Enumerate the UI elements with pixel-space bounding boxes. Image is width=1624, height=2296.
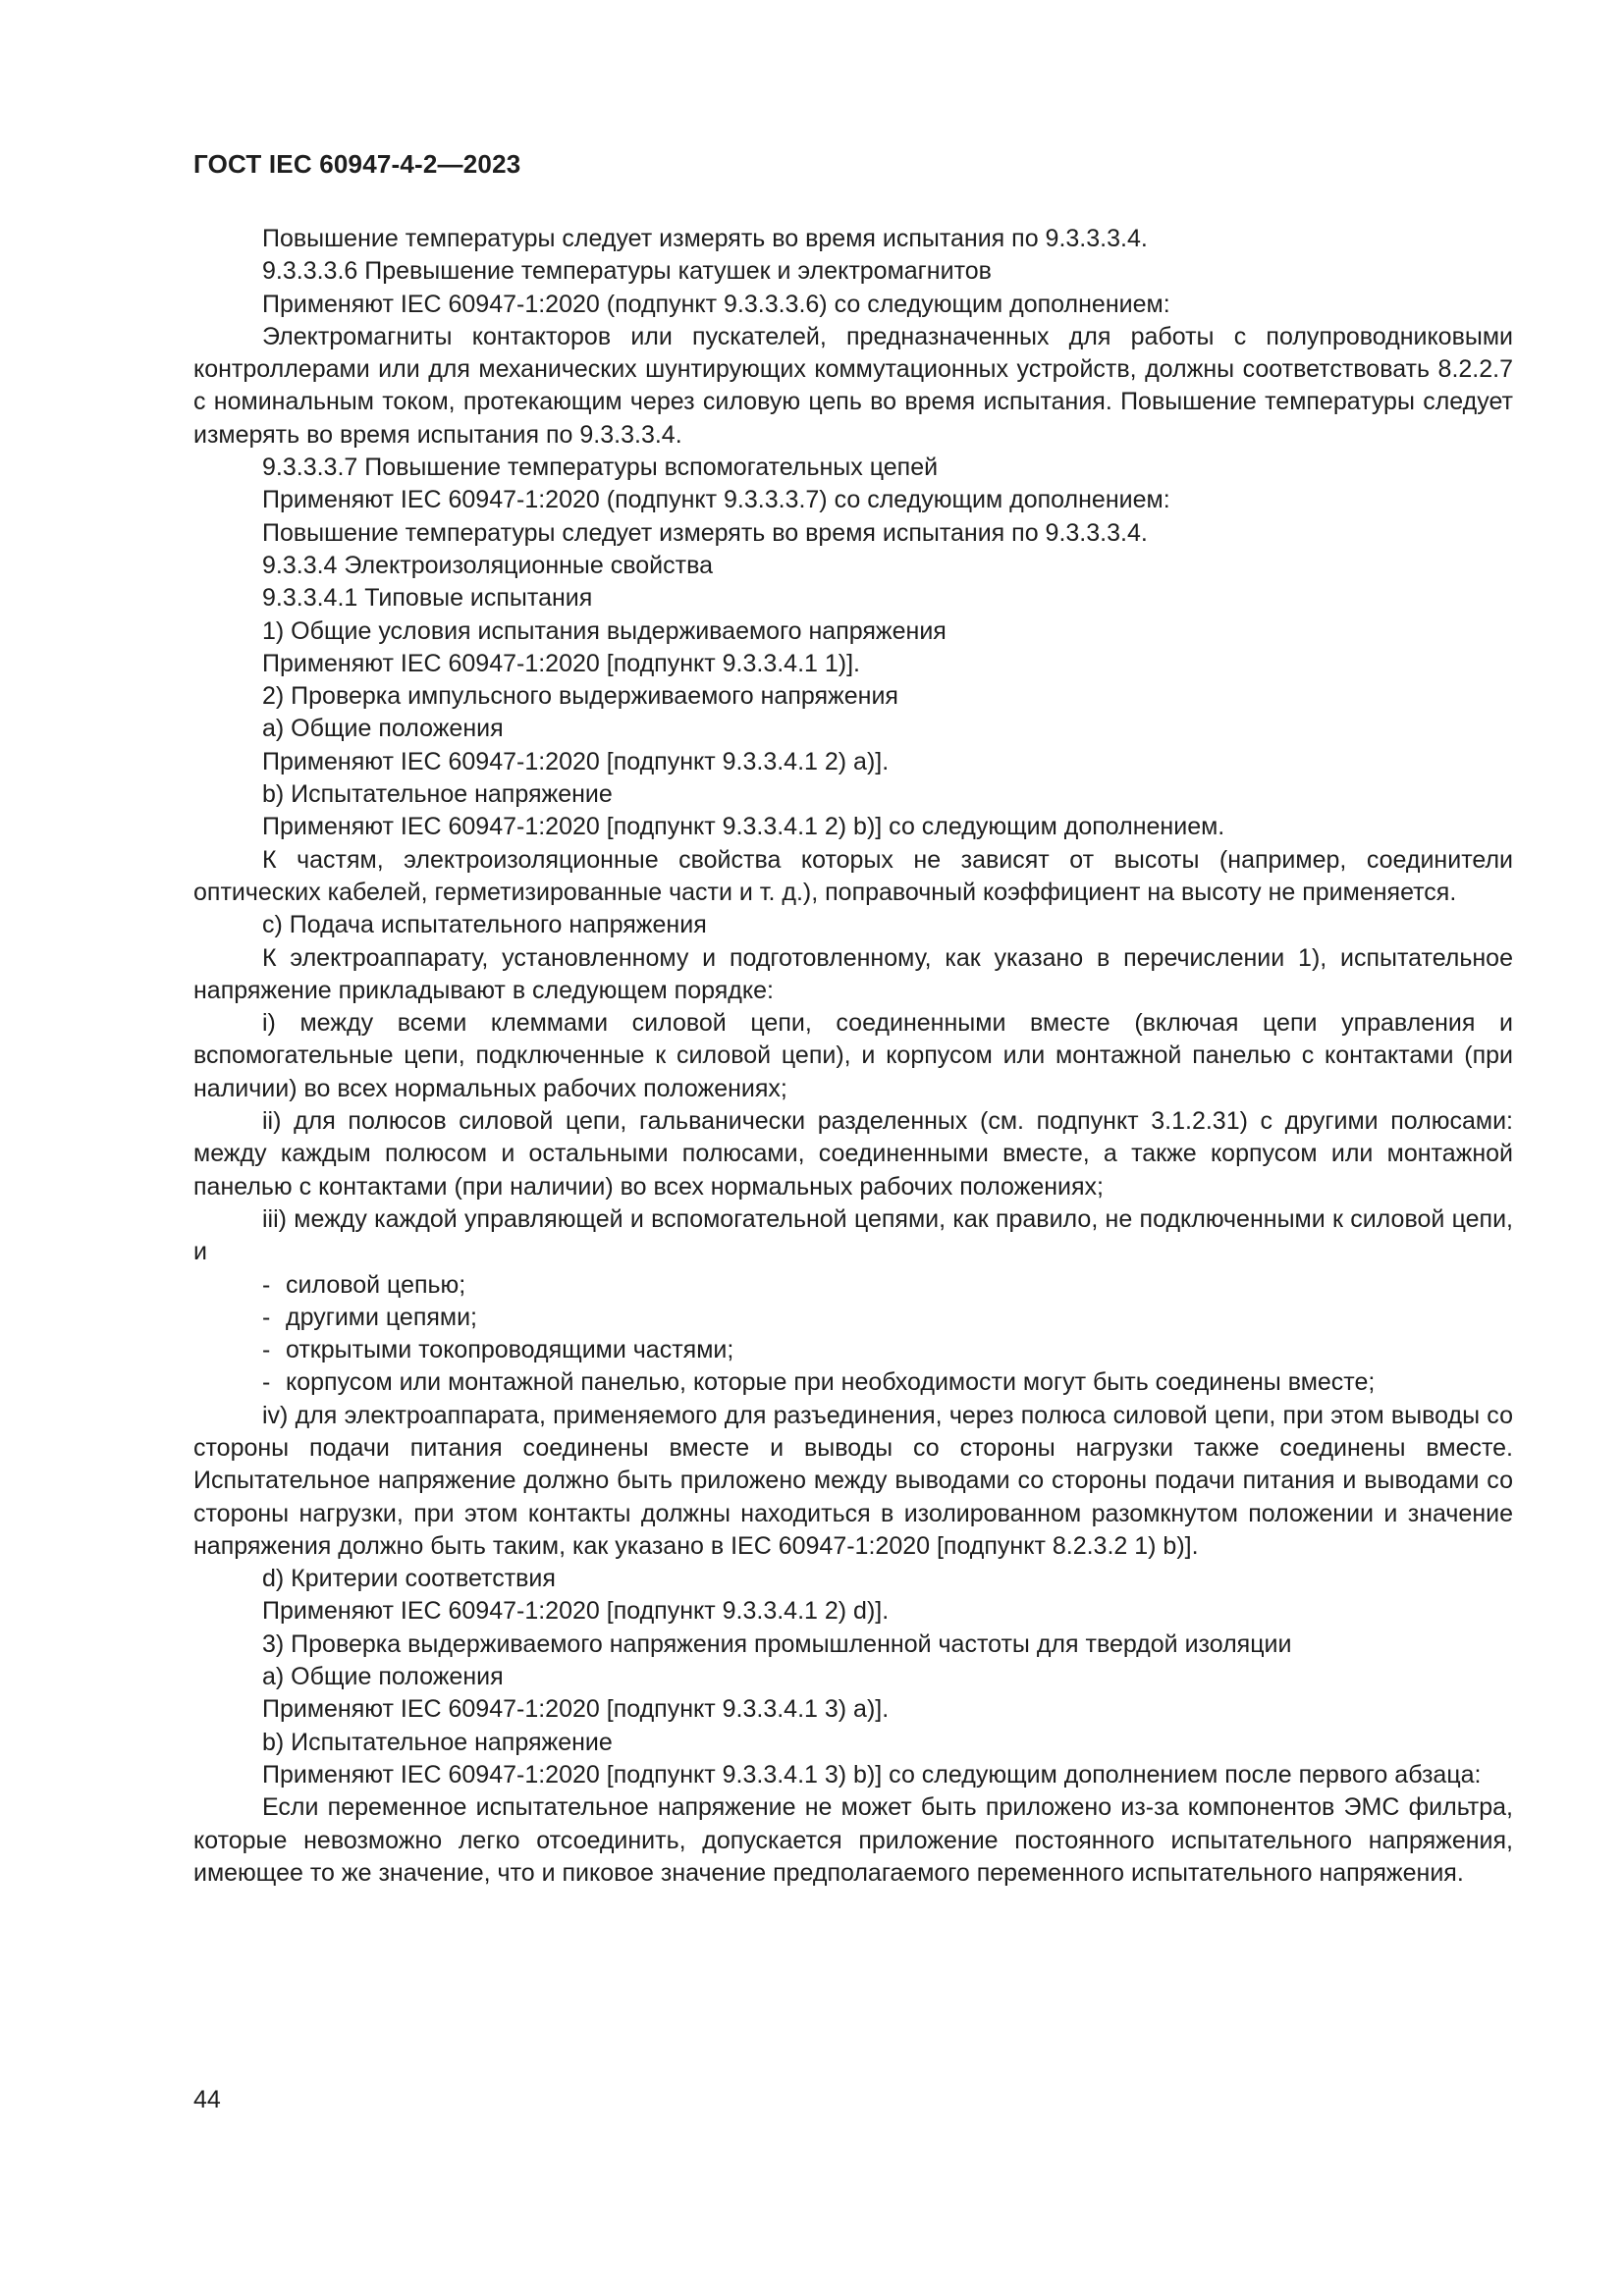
paragraph: Применяют IEC 60947-1:2020 [подпункт 9.3.3.4.1 2) d)]. [262, 1597, 890, 1626]
subsection-heading: 1) Общие условия испытания выдерживаемого напряжения [262, 616, 947, 645]
subsection-heading: 2) Проверка импульсного выдерживаемого напряжения [262, 682, 898, 711]
list-item-text: открытыми токопроводящими частями; [286, 1336, 734, 1364]
paragraph: Повышение температуры следует измерять во время испытания по 9.3.3.3.4. [262, 225, 1148, 252]
paragraph: Применяют IEC 60947-1:2020 [подпункт 9.3.3.4.1 3) b)] со следующим дополнением после первого абзаца: [262, 1760, 1482, 1789]
list-item-text: другими цепями; [286, 1303, 478, 1331]
paragraph: Если переменное испытательное напряжение не может быть приложено из-за компонентов ЭМС фильтра, которые невозможно легко отсоединить, допускается приложение постоянного испытательного напряжения, имеющее то же значение, что и пиковое значение предполагаемого переменного испытательного напряжения. [193, 1793, 1513, 1887]
subsection-heading: c) Подача испытательного напряжения [262, 911, 707, 939]
list-dash: - [262, 1368, 271, 1397]
paragraph: Электромагниты контакторов или пускателей, предназначенных для работы с полупроводниковыми контроллерами или для механических шунтирующих коммутационных устройств, должны соответствовать 8.2.2.7 с номинальным током, протекающим через силовую цепь во время испытания. Повышение температуры следует измерять во время испытания по 9.3.3.3.4. [193, 322, 1513, 449]
list-item-text: корпусом или монтажной панелью, которые при необходимости могут быть соединены вместе; [286, 1368, 1376, 1397]
document-body [193, 223, 1513, 1890]
subsection-heading: d) Критерии соответствия [262, 1565, 556, 1593]
section-heading: 9.3.3.3.6 Превышение температуры катушек и электромагнитов [262, 257, 992, 286]
list-item [193, 1269, 1513, 1302]
enumeration-item: iv) для электроаппарата, применяемого для разъединения, через полюса силовой цепи, при этом выводы со стороны подачи питания соединены вместе и выводы со стороны нагрузки также соединены вместе. Испытательное напряжение должно быть приложено между выводами со стороны подачи питания и выводами со стороны нагрузки, при этом контакты должны находиться в изолированном разомкнутом положении и значение напряжения должно быть таким, как указано в IEC 60947-1:2020 [подпункт 8.2.3.2 1) b)]. [193, 1401, 1513, 1560]
list-item-text: силовой цепью; [286, 1270, 466, 1299]
list-dash: - [262, 1270, 271, 1299]
subsection-heading: b) Испытательное напряжение [262, 780, 613, 809]
paragraph: Применяют IEC 60947-1:2020 [подпункт 9.3.3.4.1 3) a)]. [262, 1695, 890, 1724]
document-header: ГОСТ IEC 60947-4-2—2023 [193, 149, 521, 179]
enumeration-item: i) между всеми клеммами силовой цепи, соединенными вместе (включая цепи управления и вспомогательные цепи, подключенные к силовой цепи), и корпусом или монтажной панелью с контактами (при наличии) во всех нормальных рабочих положениях; [193, 1009, 1513, 1102]
subsection-heading: a) Общие положения [262, 715, 504, 743]
section-heading: 9.3.3.4 Электроизоляционные свойства [262, 551, 713, 579]
list-dash: - [262, 1303, 271, 1331]
enumeration-item: ii) для полюсов силовой цепи, гальванически разделенных (см. подпункт 3.1.2.31) с другими полюсами: между каждым полюсом и остальными полюсами, соединенными вместе, а также корпусом или монтажной панелью с контактами (при наличии) во всех нормальных рабочих положениях; [193, 1107, 1513, 1201]
paragraph: Применяют IEC 60947-1:2020 (подпункт 9.3.3.3.7) со следующим дополнением: [262, 486, 1170, 514]
list-item [193, 1334, 1513, 1366]
paragraph: Применяют IEC 60947-1:2020 [подпункт 9.3.3.4.1 2) a)]. [262, 747, 890, 775]
list-item [193, 1302, 1513, 1334]
list-dash: - [262, 1336, 271, 1364]
paragraph: К частям, электроизоляционные свойства которых не зависят от высоты (например, соединители оптических кабелей, герметизированные части и т. д.), поправочный коэффициент на высоту не применяется. [193, 845, 1513, 906]
subsection-heading: a) Общие положения [262, 1663, 504, 1691]
paragraph: Применяют IEC 60947-1:2020 [подпункт 9.3.3.4.1 2) b)] со следующим дополнением. [262, 813, 1225, 841]
enumeration-item: iii) между каждой управляющей и вспомогательной цепями, как правило, не подключенными к силовой цепи, и [193, 1204, 1513, 1266]
list-item [193, 1366, 1513, 1399]
paragraph: Применяют IEC 60947-1:2020 (подпункт 9.3.3.3.6) со следующим дополнением: [262, 290, 1170, 318]
section-heading: 9.3.3.4.1 Типовые испытания [262, 584, 593, 613]
paragraph: Применяют IEC 60947-1:2020 [подпункт 9.3.3.4.1 1)]. [262, 649, 860, 677]
section-heading: 9.3.3.3.7 Повышение температуры вспомогательных цепей [262, 454, 939, 482]
paragraph: Повышение температуры следует измерять во время испытания по 9.3.3.3.4. [262, 518, 1148, 547]
subsection-heading: b) Испытательное напряжение [262, 1728, 613, 1756]
page-number: 44 [193, 2086, 221, 2113]
subsection-heading: 3) Проверка выдерживаемого напряжения промышленной частоты для твердой изоляции [262, 1629, 1292, 1658]
paragraph: К электроаппарату, установленному и подготовленному, как указано в перечислении 1), испытательное напряжение прикладывают в следующем порядке: [193, 943, 1513, 1004]
